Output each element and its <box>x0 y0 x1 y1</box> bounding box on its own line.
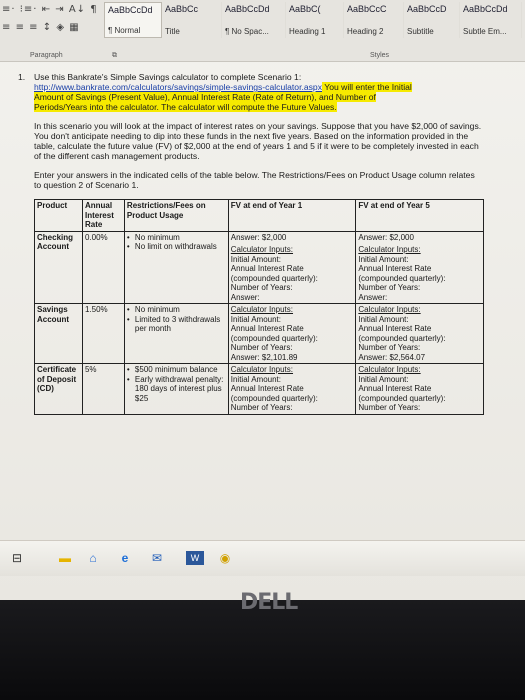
input-line: Number of Years: <box>358 343 421 352</box>
input-line: Annual Interest Rate (compounded quarterly): <box>230 384 318 403</box>
style-preview: AaBbCcDd <box>463 4 508 14</box>
restriction-item: • $500 minimum balance <box>127 365 226 375</box>
ribbon <box>0 0 525 62</box>
task-view-icon[interactable]: ⊟ <box>11 551 23 565</box>
align-left-icon[interactable]: ≡ <box>2 22 12 33</box>
style-preview: AaBbC( <box>289 4 321 14</box>
answer-text: Answer: $2,000 <box>230 232 287 242</box>
header-restrictions: Restrictions/Fees on Product Usage <box>124 200 228 232</box>
input-line: Calculator Inputs: <box>230 365 294 374</box>
product-cell: Savings Account <box>35 304 83 364</box>
answers-paragraph: Enter your answers in the indicated cells of the table below. The Restrictions/Fees on Product Usage column relates to question 2 of Scenario 1. <box>34 170 475 190</box>
input-line: Calculator Inputs: <box>358 305 421 314</box>
paragraph-group-label: Paragraph <box>30 52 63 59</box>
style-preview: AaBbCcDd <box>225 4 270 14</box>
chrome-icon[interactable]: ◉ <box>219 551 231 565</box>
restriction-item: • No minimum <box>127 233 226 243</box>
restriction-item: • No minimum <box>127 305 226 315</box>
style-name: Title <box>165 27 180 36</box>
input-line: Number of Years: <box>230 343 293 352</box>
input-line: Initial Amount: <box>358 314 409 324</box>
input-line: Initial Amount: <box>230 374 281 384</box>
taskbar <box>0 540 525 576</box>
style-name: ¶ Normal <box>108 26 141 35</box>
table-cell[interactable] <box>228 231 356 304</box>
restriction-item: • No limit on withdrawals <box>127 242 226 252</box>
highlight-text-1: You will enter the Initial <box>322 82 412 92</box>
scenario-paragraph: In this scenario you will look at the impact of interest rates on your savings. Suppose that you have $2,000 of savings. You don't anticipate needing to dip into these funds in the next five years. Based on the information provided in the table, calculate the future value (FV) of $2,000 at the end of years 1 and 5 if it were to be completely invested in each of the different cash management products. <box>34 121 482 161</box>
input-line: Answer: $2,564.07 <box>358 352 426 362</box>
input-line: Annual Interest Rate (compounded quarterly): <box>358 384 446 403</box>
input-line: Initial Amount: <box>230 314 281 324</box>
word-icon[interactable]: W <box>186 551 204 565</box>
table-cell[interactable] <box>228 364 356 415</box>
restriction-item: • Limited to 3 withdrawals per month <box>127 315 226 334</box>
input-line: Annual Interest Rate (compounded quarterly): <box>230 324 318 343</box>
table-header-row <box>35 200 484 232</box>
header-rate: Annual Interest Rate <box>82 200 124 232</box>
input-line: Number of Years: <box>358 283 421 292</box>
style-tile[interactable] <box>104 2 162 38</box>
header-fv1: FV at end of Year 1 <box>228 200 356 232</box>
edge-icon[interactable]: e <box>121 551 129 565</box>
list-number: 1. <box>18 72 26 82</box>
input-line: Calculator Inputs: <box>358 245 421 254</box>
input-line: Number of Years: <box>230 283 293 292</box>
input-line: Number of Years: <box>358 403 421 412</box>
style-preview: AaBbCc <box>165 4 199 14</box>
style-preview: AaBbCcDd <box>108 5 153 15</box>
style-preview: AaBbCcD <box>407 4 447 14</box>
style-name: Subtitle <box>407 27 434 36</box>
align-right-icon[interactable]: ≡ <box>29 22 39 33</box>
input-line: Answer: <box>230 292 260 302</box>
style-tile[interactable] <box>460 2 522 38</box>
style-tile[interactable] <box>222 2 286 38</box>
input-line: Answer: <box>358 292 388 302</box>
input-line: Initial Amount: <box>358 254 409 264</box>
table-cell[interactable] <box>356 231 484 304</box>
style-name: Heading 1 <box>289 27 326 36</box>
table-cell[interactable] <box>356 364 484 415</box>
style-tile[interactable] <box>344 2 404 38</box>
input-line: Annual Interest Rate (compounded quarterly): <box>358 324 446 343</box>
input-line: Answer: $2,101.89 <box>230 352 298 362</box>
style-name: Subtle Em... <box>463 27 507 36</box>
product-cell: Certificate of Deposit (CD) <box>35 364 83 415</box>
line-spacing-icon[interactable]: ↕ <box>42 22 53 33</box>
answer-text: Answer: $2,000 <box>358 232 414 242</box>
paragraph-tools <box>2 4 102 40</box>
paragraph-launcher-icon[interactable]: ⧉ <box>112 52 117 59</box>
table-row <box>35 304 484 364</box>
monitor-bezel <box>0 600 525 700</box>
rate-cell: 0.00% <box>82 231 124 304</box>
numbering-icon[interactable]: ⁝≡· <box>19 4 38 15</box>
header-fv5: FV at end of Year 5 <box>356 200 484 232</box>
rate-cell: 1.50% <box>82 304 124 364</box>
style-tile[interactable] <box>286 2 344 38</box>
file-explorer-icon[interactable]: ▬ <box>59 551 71 565</box>
style-name: Heading 2 <box>347 27 384 36</box>
input-line: Initial Amount: <box>358 374 409 384</box>
input-line: Initial Amount: <box>230 254 281 264</box>
shading-icon[interactable]: ◈ <box>56 22 66 33</box>
ribbon-group-labels <box>0 46 525 60</box>
align-center-icon[interactable]: ≡ <box>15 22 25 33</box>
input-line: Annual Interest Rate (compounded quarterly): <box>230 264 318 283</box>
store-icon[interactable]: ⌂ <box>89 551 97 565</box>
table-cell[interactable] <box>228 304 356 364</box>
mail-icon[interactable]: ✉ <box>151 551 163 565</box>
restrictions-cell <box>124 304 228 364</box>
header-product: Product <box>35 200 83 232</box>
sort-icon[interactable]: A↓ <box>68 4 87 15</box>
product-cell: Checking Account <box>35 231 83 304</box>
restrictions-cell <box>124 231 228 304</box>
restriction-item: • Early withdrawal penalty: 180 days of interest plus $25 <box>127 375 226 404</box>
brand-logo: DELL <box>240 590 298 615</box>
style-name: ¶ No Spac... <box>225 27 269 36</box>
style-preview: AaBbCcC <box>347 4 387 14</box>
increase-indent-icon[interactable]: ⇥ <box>55 4 65 15</box>
styles-gallery <box>104 2 525 42</box>
input-line: Calculator Inputs: <box>230 305 294 314</box>
document-page[interactable] <box>0 66 525 536</box>
savings-table <box>34 199 484 415</box>
calculator-link[interactable]: http://www.bankrate.com/calculators/savings/simple-savings-calculator.aspx <box>34 82 323 92</box>
input-line: Number of Years: <box>230 403 293 412</box>
bullets-icon[interactable]: ≡· <box>2 4 16 15</box>
borders-icon[interactable]: ▦ <box>69 22 80 33</box>
restrictions-cell <box>124 364 228 415</box>
style-tile[interactable] <box>162 2 222 38</box>
highlight-text-3: Periods/Years into the calculator. The calculator will compute the Future Values. <box>34 102 337 112</box>
styles-group-label: Styles <box>370 52 390 59</box>
decrease-indent-icon[interactable]: ⇤ <box>41 4 52 15</box>
table-row <box>35 231 484 304</box>
instruction-line: Use this Bankrate's Simple Savings calculator to complete Scenario 1: <box>34 72 302 82</box>
input-line: Calculator Inputs: <box>230 245 294 254</box>
rate-cell: 5% <box>82 364 124 415</box>
input-line: Annual Interest Rate (compounded quarterly): <box>358 264 446 283</box>
instruction-paragraph <box>34 72 484 112</box>
table-row <box>35 364 484 415</box>
table-cell[interactable] <box>356 304 484 364</box>
show-marks-icon[interactable]: ¶ <box>90 4 98 15</box>
style-tile[interactable] <box>404 2 460 38</box>
highlight-text-2: Amount of Savings (Present Value), Annual Interest Rate (Rate of Return), and Number of <box>34 92 376 102</box>
input-line: Calculator Inputs: <box>358 365 421 374</box>
